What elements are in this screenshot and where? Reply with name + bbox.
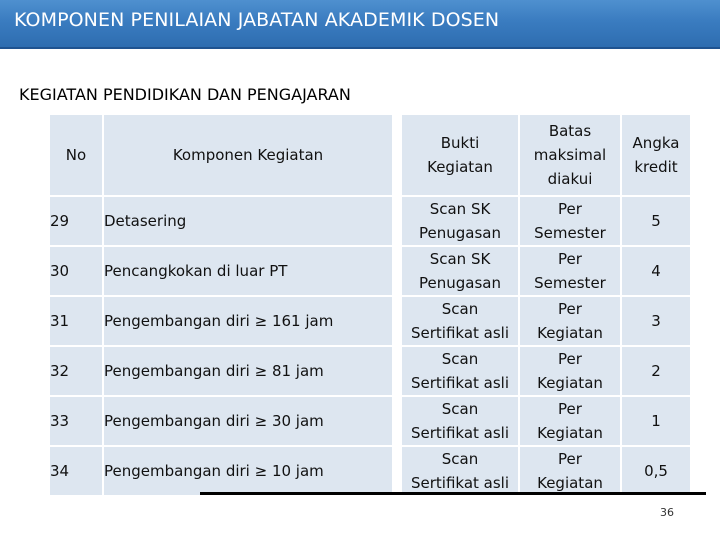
cell-batas-line: Semester bbox=[534, 274, 606, 292]
cell-komponen: Pencangkokan di luar PT bbox=[104, 247, 392, 295]
cell-bukti bbox=[402, 297, 518, 345]
cell-batas-line: Per bbox=[558, 350, 582, 368]
column-gap bbox=[394, 297, 400, 345]
credit-table bbox=[48, 113, 692, 497]
column-gap bbox=[394, 347, 400, 395]
cell-batas-line: Per bbox=[558, 200, 582, 218]
column-gap bbox=[394, 447, 400, 495]
cell-batas-line: Kegiatan bbox=[537, 374, 603, 392]
header-angka-line: kredit bbox=[634, 158, 678, 176]
cell-no: 33 bbox=[50, 397, 102, 445]
cell-bukti-line: Sertifikat asli bbox=[410, 324, 510, 342]
cell-batas-line: Per bbox=[558, 450, 582, 468]
page-number: 36 bbox=[660, 506, 674, 519]
cell-no: 34 bbox=[50, 447, 102, 495]
section-subtitle: KEGIATAN PENDIDIKAN DAN PENGAJARAN bbox=[19, 85, 351, 104]
cell-angka: 5 bbox=[622, 197, 690, 245]
header-batas-line: diakui bbox=[547, 170, 593, 188]
cell-batas bbox=[520, 247, 620, 295]
cell-angka: 4 bbox=[622, 247, 690, 295]
cell-bukti-line: Penugasan bbox=[419, 224, 501, 242]
cell-bukti-line: Scan bbox=[441, 350, 479, 368]
cell-bukti bbox=[402, 347, 518, 395]
table-row bbox=[50, 247, 690, 295]
cell-komponen: Pengembangan diri ≥ 161 jam bbox=[104, 297, 392, 345]
table-row bbox=[50, 297, 690, 345]
cell-komponen: Pengembangan diri ≥ 10 jam bbox=[104, 447, 392, 495]
table-row bbox=[50, 347, 690, 395]
cell-bukti-line: Penugasan bbox=[419, 274, 501, 292]
cell-batas-line: Kegiatan bbox=[537, 324, 603, 342]
cell-bukti-line: Scan SK bbox=[429, 200, 491, 218]
cell-bukti bbox=[402, 197, 518, 245]
slide-title: KOMPONEN PENILAIAN JABATAN AKADEMIK DOSEN bbox=[14, 9, 500, 31]
header-batas-line: maksimal bbox=[533, 146, 607, 164]
cell-bukti bbox=[402, 447, 518, 495]
cell-komponen: Pengembangan diri ≥ 81 jam bbox=[104, 347, 392, 395]
cell-no: 31 bbox=[50, 297, 102, 345]
header-angka bbox=[622, 115, 690, 195]
header-row bbox=[50, 115, 690, 195]
cell-batas-line: Kegiatan bbox=[537, 424, 603, 442]
cell-angka: 3 bbox=[622, 297, 690, 345]
cell-batas-line: Kegiatan bbox=[537, 474, 603, 492]
cell-batas bbox=[520, 347, 620, 395]
column-gap bbox=[394, 197, 400, 245]
header-bukti-line: Bukti bbox=[440, 134, 480, 152]
cell-batas bbox=[520, 297, 620, 345]
header-batas-line: Batas bbox=[548, 122, 592, 140]
cell-batas-line: Per bbox=[558, 400, 582, 418]
title-bar bbox=[0, 0, 720, 49]
cell-bukti-line: Sertifikat asli bbox=[410, 474, 510, 492]
cell-batas bbox=[520, 447, 620, 495]
header-batas bbox=[520, 115, 620, 195]
cell-bukti-line: Scan bbox=[441, 400, 479, 418]
cell-no: 32 bbox=[50, 347, 102, 395]
header-bukti bbox=[402, 115, 518, 195]
header-komponen: Komponen Kegiatan bbox=[104, 115, 392, 195]
table-row bbox=[50, 397, 690, 445]
table-row bbox=[50, 447, 690, 495]
cell-bukti-line: Sertifikat asli bbox=[410, 374, 510, 392]
cell-bukti bbox=[402, 397, 518, 445]
cell-bukti-line: Scan SK bbox=[429, 250, 491, 268]
header-angka-line: Angka bbox=[632, 134, 680, 152]
cell-bukti-line: Scan bbox=[441, 300, 479, 318]
cell-angka: 2 bbox=[622, 347, 690, 395]
table-row bbox=[50, 197, 690, 245]
cell-batas-line: Semester bbox=[534, 224, 606, 242]
column-gap bbox=[394, 115, 400, 195]
cell-batas bbox=[520, 197, 620, 245]
cell-bukti-line: Scan bbox=[441, 450, 479, 468]
cell-batas-line: Per bbox=[558, 250, 582, 268]
cell-bukti bbox=[402, 247, 518, 295]
column-gap bbox=[394, 397, 400, 445]
cell-no: 29 bbox=[50, 197, 102, 245]
cell-bukti-line: Sertifikat asli bbox=[410, 424, 510, 442]
cell-angka: 0,5 bbox=[622, 447, 690, 495]
header-no: No bbox=[50, 115, 102, 195]
footer-rule bbox=[200, 492, 706, 495]
cell-komponen: Pengembangan diri ≥ 30 jam bbox=[104, 397, 392, 445]
header-bukti-line: Kegiatan bbox=[427, 158, 493, 176]
cell-batas-line: Per bbox=[558, 300, 582, 318]
column-gap bbox=[394, 247, 400, 295]
cell-angka: 1 bbox=[622, 397, 690, 445]
cell-komponen: Detasering bbox=[104, 197, 392, 245]
cell-no: 30 bbox=[50, 247, 102, 295]
cell-batas bbox=[520, 397, 620, 445]
